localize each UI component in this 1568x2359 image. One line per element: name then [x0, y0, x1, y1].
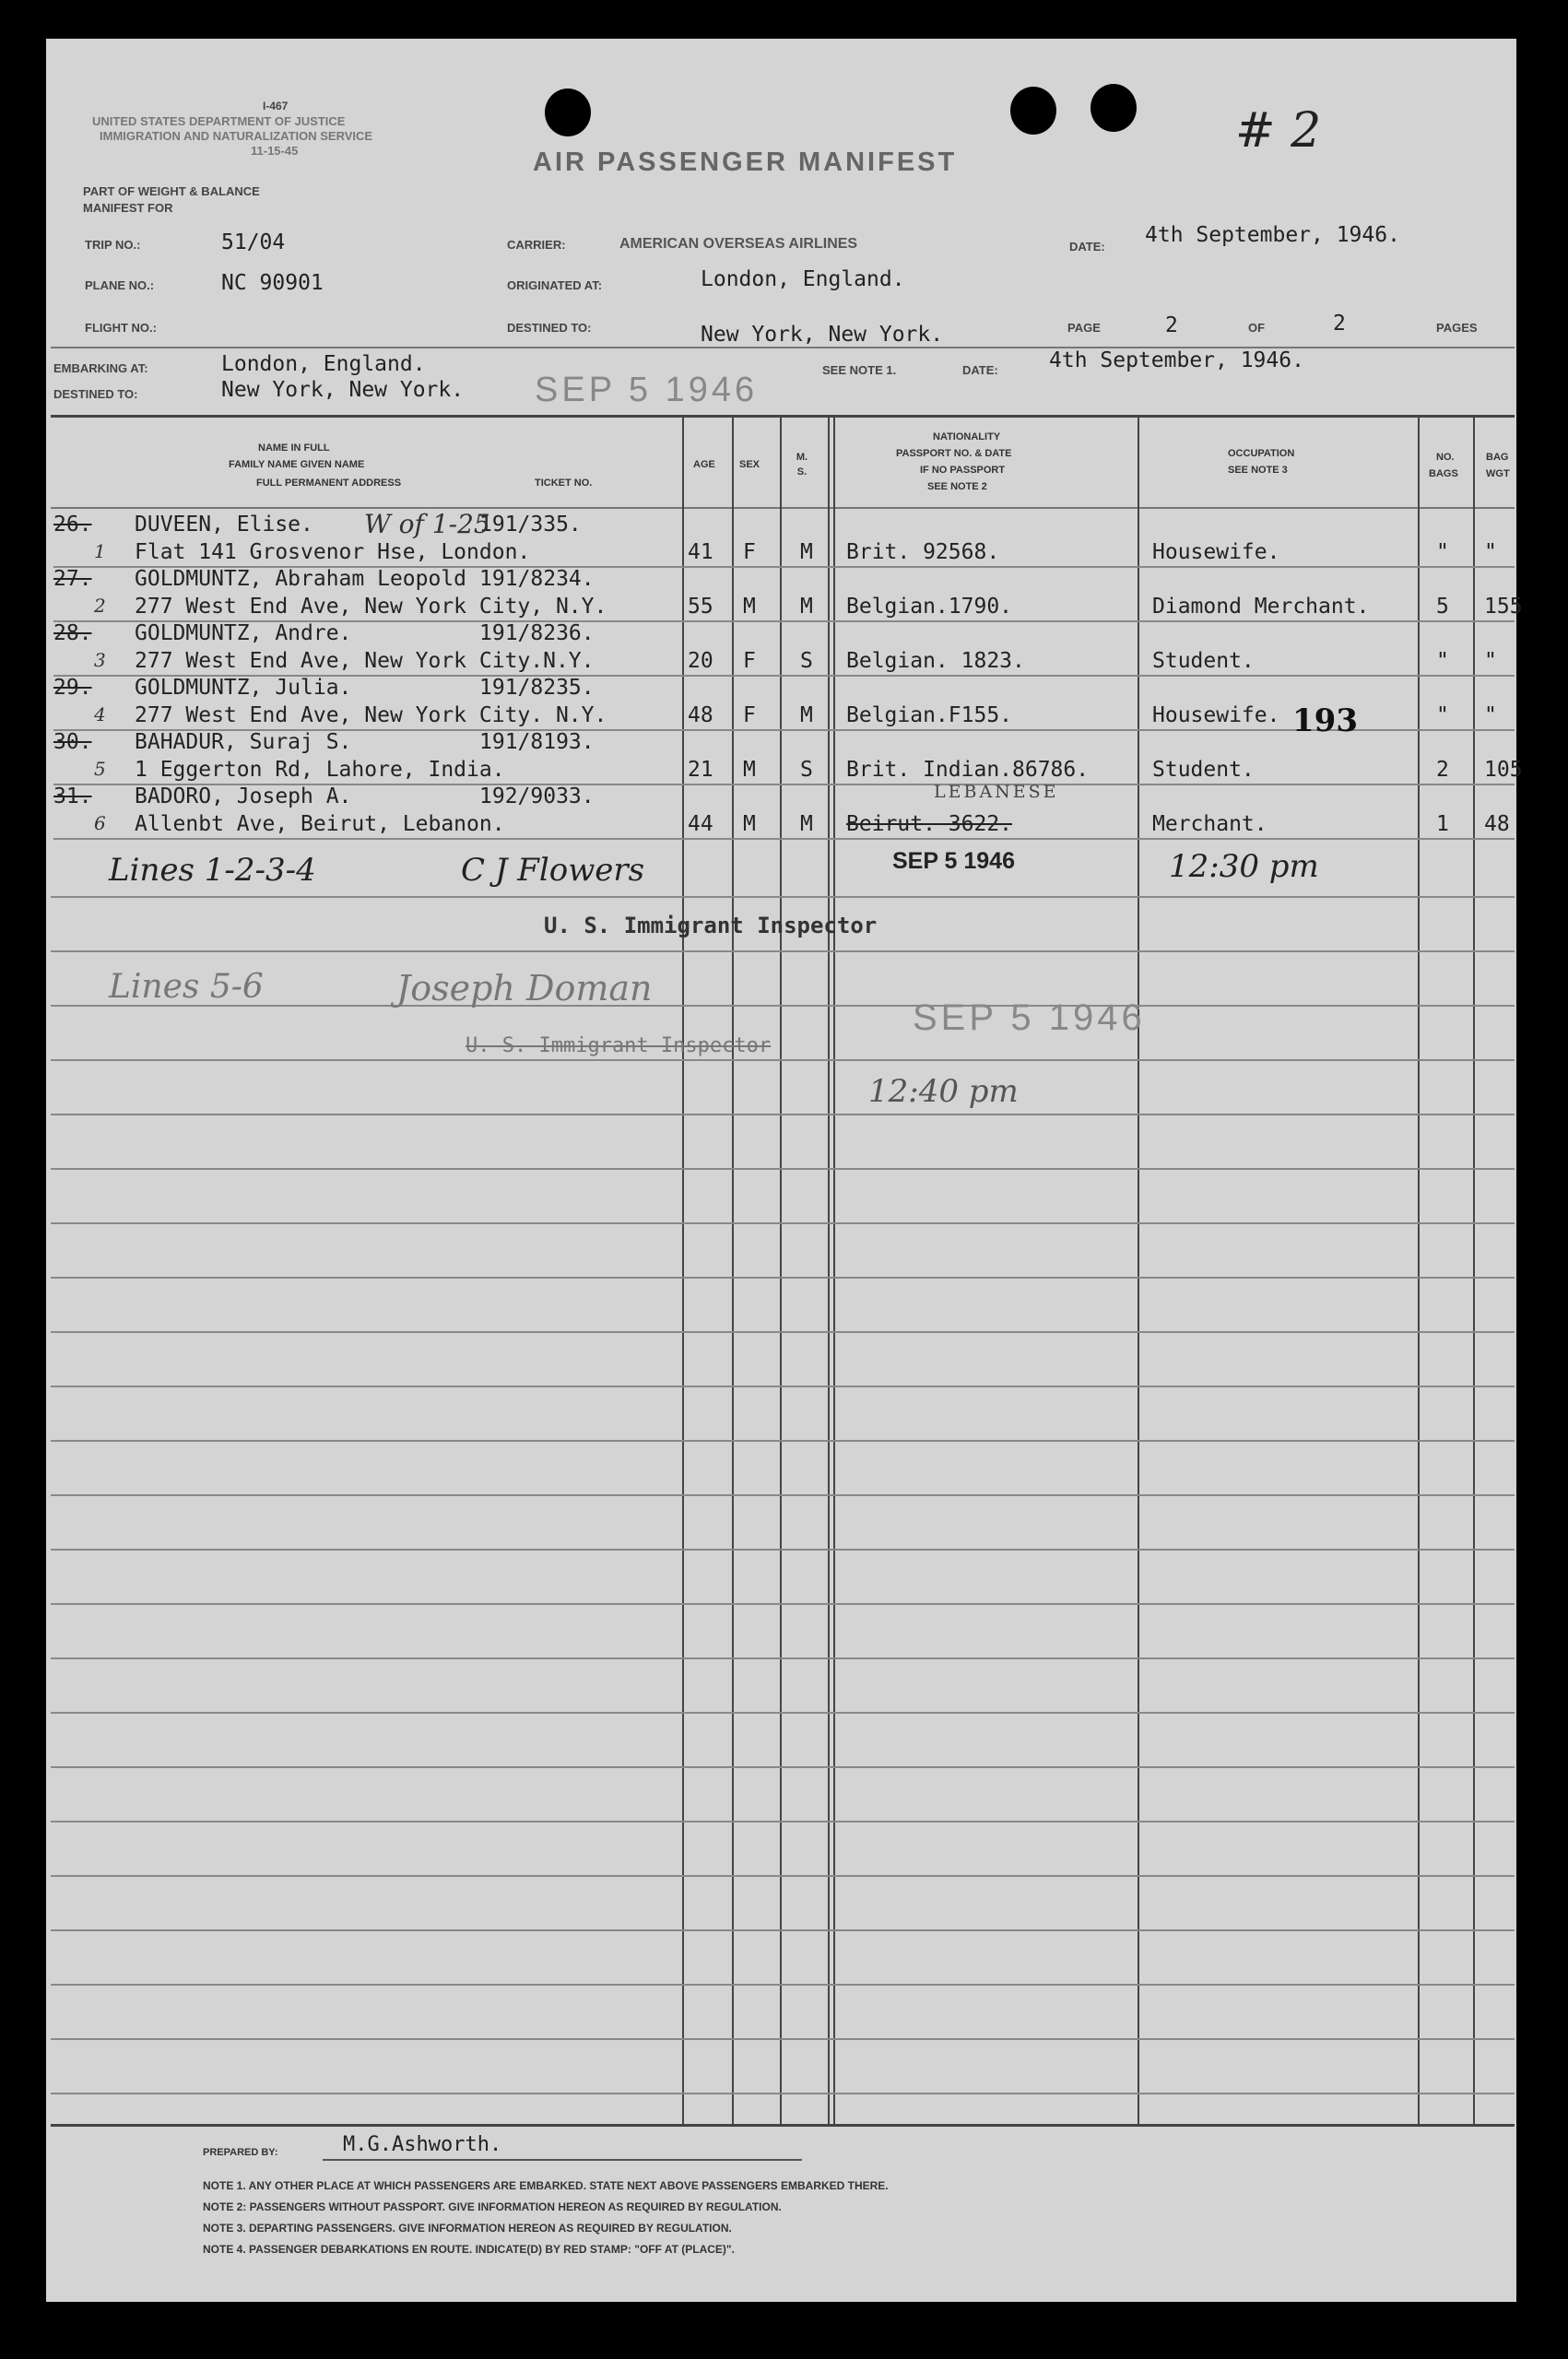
col-line-ms-right [828, 415, 830, 2124]
passenger-nationality: Belgian.F155. [846, 703, 1013, 727]
trip-value: 51/04 [221, 230, 286, 254]
passenger-num: 27. [53, 567, 92, 591]
passenger-weight: " [1484, 649, 1497, 673]
note-1: NOTE 1. ANY OTHER PLACE AT WHICH PASSENGERS ARE EMBARKED. STATE NEXT ABOVE PASSENGERS EMBARKED THERE. [203, 2179, 889, 2192]
passenger-line: 4 [94, 703, 106, 725]
passenger-age: 20 [688, 649, 713, 673]
passenger-name: BADORO, Joseph A. [135, 784, 352, 808]
carrier-label: CARRIER: [507, 238, 566, 252]
col-head-nationality-2: PASSPORT NO. & DATE [896, 448, 1012, 459]
passenger-ms: M [800, 812, 813, 836]
ruled-line [51, 1603, 1515, 1605]
passenger-weight: 105 [1484, 758, 1523, 782]
page-value: 2 [1165, 313, 1178, 337]
passenger-name: GOLDMUNTZ, Julia. [135, 676, 352, 700]
pages-label: PAGES [1436, 321, 1478, 335]
col-head-nationality-4: SEE NOTE 2 [927, 481, 987, 492]
inspector-stamp-2: SEP 5 1946 [913, 997, 1146, 1038]
col-head-ms: M. S. [796, 452, 808, 478]
lines-note-2: Lines 5-6 [109, 968, 264, 1006]
passenger-name: GOLDMUNTZ, Andre. [135, 621, 352, 645]
ruled-line [51, 1331, 1515, 1333]
passenger-sex: F [743, 649, 756, 673]
passenger-ticket: 191/8235. [479, 676, 595, 700]
ruled-line [51, 1657, 1515, 1659]
col-line-sex [732, 415, 734, 2124]
passenger-ticket: 191/335. [479, 513, 582, 537]
destined2-value: New York, New York. [221, 378, 465, 402]
punch-hole-2 [1010, 87, 1056, 135]
passenger-occupation: Housewife. [1152, 540, 1280, 564]
plane-value: NC 90901 [221, 271, 324, 295]
of-value: 2 [1333, 312, 1346, 336]
prepared-label: PREPARED BY: [203, 2147, 278, 2158]
passenger-nationality: Brit. Indian.86786. [846, 758, 1090, 782]
form-date: 11-15-45 [251, 144, 299, 158]
date-label: DATE: [1069, 240, 1105, 254]
col-line-bags [1418, 415, 1420, 2124]
passenger-occupation: Student. [1152, 758, 1255, 782]
passenger-ticket: 191/8234. [479, 567, 595, 591]
form-number: I-467 [263, 100, 289, 112]
passenger-num: 30. [53, 730, 92, 754]
ruled-line [51, 1766, 1515, 1768]
passenger-address: 277 West End Ave, New York City.N.Y. [135, 649, 595, 673]
passenger-age: 48 [688, 703, 713, 727]
col-head-weight-1: BAG [1486, 452, 1509, 463]
col-line-ms [780, 415, 782, 2124]
passenger-nationality: Beirut. 3622. [846, 812, 1013, 836]
date2-value: 4th September, 1946. [1049, 348, 1304, 372]
passenger-ticket: 191/8236. [479, 621, 595, 645]
passenger-name: BAHADUR, Suraj S. [135, 730, 352, 754]
passenger-bags: " [1436, 649, 1449, 673]
passenger-bags: " [1436, 540, 1449, 564]
originated-label: ORIGINATED AT: [507, 278, 603, 292]
lines-note-1: Lines 1-2-3-4 [109, 852, 316, 889]
passenger-bags: 2 [1436, 758, 1449, 782]
passenger-nationality: Belgian. 1823. [846, 649, 1025, 673]
service-name: IMMIGRATION AND NATURALIZATION SERVICE [100, 129, 373, 143]
col-head-nationality-3: IF NO PASSPORT [920, 465, 1006, 476]
passenger-occupation: Diamond Merchant. [1152, 595, 1370, 619]
destined-value: New York, New York. [701, 323, 944, 347]
passenger-sex: M [743, 595, 756, 619]
ruled-line [51, 896, 1515, 898]
ruled-line [51, 1984, 1515, 1986]
passenger-weight: 48 [1484, 812, 1510, 836]
prepared-value: M.G.Ashworth. [343, 2133, 502, 2156]
passenger-line: 5 [94, 758, 106, 780]
ruled-line [51, 1222, 1515, 1224]
passenger-line: 1 [94, 540, 106, 562]
stamp-number: 193 [1292, 702, 1358, 739]
page-title: AIR PASSENGER MANIFEST [533, 147, 958, 177]
passenger-age: 44 [688, 812, 713, 836]
part-of-label: PART OF WEIGHT & BALANCE [83, 184, 260, 198]
passenger-address: Allenbt Ave, Beirut, Lebanon. [135, 812, 505, 836]
passenger-name: DUVEEN, Elise. [135, 513, 313, 537]
ruled-line [51, 1277, 1515, 1279]
manifest-for-label: MANIFEST FOR [83, 201, 173, 215]
column-header-divider [51, 507, 1515, 509]
ruled-line [51, 2038, 1515, 2040]
passenger-line: 6 [94, 812, 106, 834]
manifest-page [46, 39, 1523, 2302]
carrier-value: AMERICAN OVERSEAS AIRLINES [619, 236, 858, 252]
ruled-line [51, 1494, 1515, 1496]
note-4: NOTE 4. PASSENGER DEBARKATIONS EN ROUTE. INDICATE(D) BY RED STAMP: "OFF AT (PLACE)". [203, 2243, 735, 2256]
plane-label: PLANE NO.: [85, 278, 155, 292]
passenger-ms: S [800, 649, 813, 673]
time-2: 12:40 pm [868, 1073, 1019, 1110]
passenger-num: 29. [53, 676, 92, 700]
col-line-nationality [833, 415, 835, 2124]
ruled-line [51, 1929, 1515, 1931]
inspector-title-1: U. S. Immigrant Inspector [544, 913, 878, 938]
lebanese-note: LEBANESE [934, 782, 1059, 802]
passenger-weight: " [1484, 703, 1497, 727]
date2-label: DATE: [962, 363, 998, 377]
col-head-bags-1: NO. [1436, 452, 1455, 463]
date-value: 4th September, 1946. [1145, 223, 1400, 247]
passenger-occupation: Housewife. [1152, 703, 1280, 727]
table-bottom-line [51, 2124, 1515, 2127]
passenger-ticket: 192/9033. [479, 784, 595, 808]
destined2-label: DESTINED TO: [53, 387, 138, 401]
col-head-age: AGE [693, 459, 715, 470]
passenger-ms: S [800, 758, 813, 782]
embarking-value: London, England. [221, 352, 426, 376]
col-head-weight-2: WGT [1486, 468, 1510, 479]
ruled-line [51, 1712, 1515, 1714]
ruled-line [51, 1549, 1515, 1551]
col-head-name-2: FAMILY NAME GIVEN NAME [229, 459, 365, 470]
passenger-ticket: 191/8193. [479, 730, 595, 754]
passenger-line: 2 [94, 595, 106, 617]
ruled-line [51, 1386, 1515, 1387]
col-line-age [682, 415, 684, 2124]
table-top-line [51, 415, 1515, 418]
flight-label: FLIGHT NO.: [85, 321, 157, 335]
see-note-label: SEE NOTE 1. [822, 363, 897, 377]
col-head-ticket: TICKET NO. [535, 478, 593, 489]
passenger-address: 277 West End Ave, New York City. N.Y. [135, 703, 607, 727]
col-head-nationality-1: NATIONALITY [933, 431, 1001, 442]
passenger-occupation: Merchant. [1152, 812, 1267, 836]
passenger-sex: M [743, 812, 756, 836]
ruled-line [51, 1440, 1515, 1442]
col-line-occupation [1138, 415, 1139, 2124]
prepared-underline [323, 2159, 802, 2161]
col-head-sex: SEX [739, 459, 760, 470]
ruled-line [51, 1059, 1515, 1061]
signature-1: C J Flowers [461, 852, 645, 889]
passenger-sex: F [743, 703, 756, 727]
originated-value: London, England. [701, 267, 905, 291]
passenger-address: Flat 141 Grosvenor Hse, London. [135, 540, 531, 564]
col-head-occupation-1: OCCUPATION [1228, 448, 1295, 459]
passenger-sex: M [743, 758, 756, 782]
passenger-num: 28. [53, 621, 92, 645]
punch-hole-3 [1091, 84, 1137, 132]
department-name: UNITED STATES DEPARTMENT OF JUSTICE [92, 114, 346, 128]
time-1: 12:30 pm [1169, 848, 1319, 885]
passenger-num: 31. [53, 784, 92, 808]
ruled-line [51, 1005, 1515, 1007]
trip-label: TRIP NO.: [85, 238, 141, 252]
of-label: OF [1248, 321, 1266, 335]
passenger-address: 1 Eggerton Rd, Lahore, India. [135, 758, 505, 782]
page-mark: # 2 [1235, 103, 1322, 159]
passenger-ms: M [800, 595, 813, 619]
col-head-name-3: FULL PERMANENT ADDRESS [256, 478, 402, 489]
punch-hole-1 [545, 88, 591, 136]
inspector-title-2: U. S. Immigrant Inspector [466, 1034, 772, 1057]
passenger-weight: " [1484, 540, 1497, 564]
passenger-line: 3 [94, 649, 106, 671]
inspector-stamp-1: SEP 5 1946 [892, 848, 1015, 874]
passenger-ms: M [800, 540, 813, 564]
embarking-label: EMBARKING AT: [53, 361, 148, 375]
ruled-line [51, 1168, 1515, 1170]
passenger-bags: 1 [1436, 812, 1449, 836]
ruled-line [51, 1821, 1515, 1822]
passenger-bags: " [1436, 703, 1449, 727]
col-head-bags-2: BAGS [1429, 468, 1458, 479]
page-label: PAGE [1067, 321, 1101, 335]
passenger-name: GOLDMUNTZ, Abraham Leopold [135, 567, 467, 591]
passenger-address: 277 West End Ave, New York City, N.Y. [135, 595, 607, 619]
passenger-num: 26. [53, 513, 92, 537]
note-3: NOTE 3. DEPARTING PASSENGERS. GIVE INFORMATION HEREON AS REQUIRED BY REGULATION. [203, 2222, 732, 2235]
passenger-bags: 5 [1436, 595, 1449, 619]
ruled-line [51, 1114, 1515, 1115]
col-head-occupation-2: SEE NOTE 3 [1228, 465, 1288, 476]
ruled-line [51, 950, 1515, 952]
passenger-sex: F [743, 540, 756, 564]
destined-label: DESTINED TO: [507, 321, 592, 335]
col-head-name-1: NAME IN FULL [258, 442, 330, 454]
passenger-nationality: Brit. 92568. [846, 540, 1000, 564]
passenger-occupation: Student. [1152, 649, 1255, 673]
ruled-line [51, 2093, 1515, 2094]
signature-2: Joseph Doman [396, 968, 653, 1008]
passenger-weight: 155 [1484, 595, 1523, 619]
wof-note: W of 1-25 [364, 509, 490, 539]
passenger-age: 41 [688, 540, 713, 564]
col-line-weight [1473, 415, 1475, 2124]
arrival-stamp: SEP 5 1946 [535, 371, 759, 409]
passenger-nationality: Belgian.1790. [846, 595, 1013, 619]
table-row-line [53, 838, 1515, 840]
passenger-age: 21 [688, 758, 713, 782]
passenger-ms: M [800, 703, 813, 727]
ruled-line [51, 1875, 1515, 1877]
note-2: NOTE 2: PASSENGERS WITHOUT PASSPORT. GIVE INFORMATION HEREON AS REQUIRED BY REGULATION. [203, 2200, 782, 2213]
passenger-age: 55 [688, 595, 713, 619]
